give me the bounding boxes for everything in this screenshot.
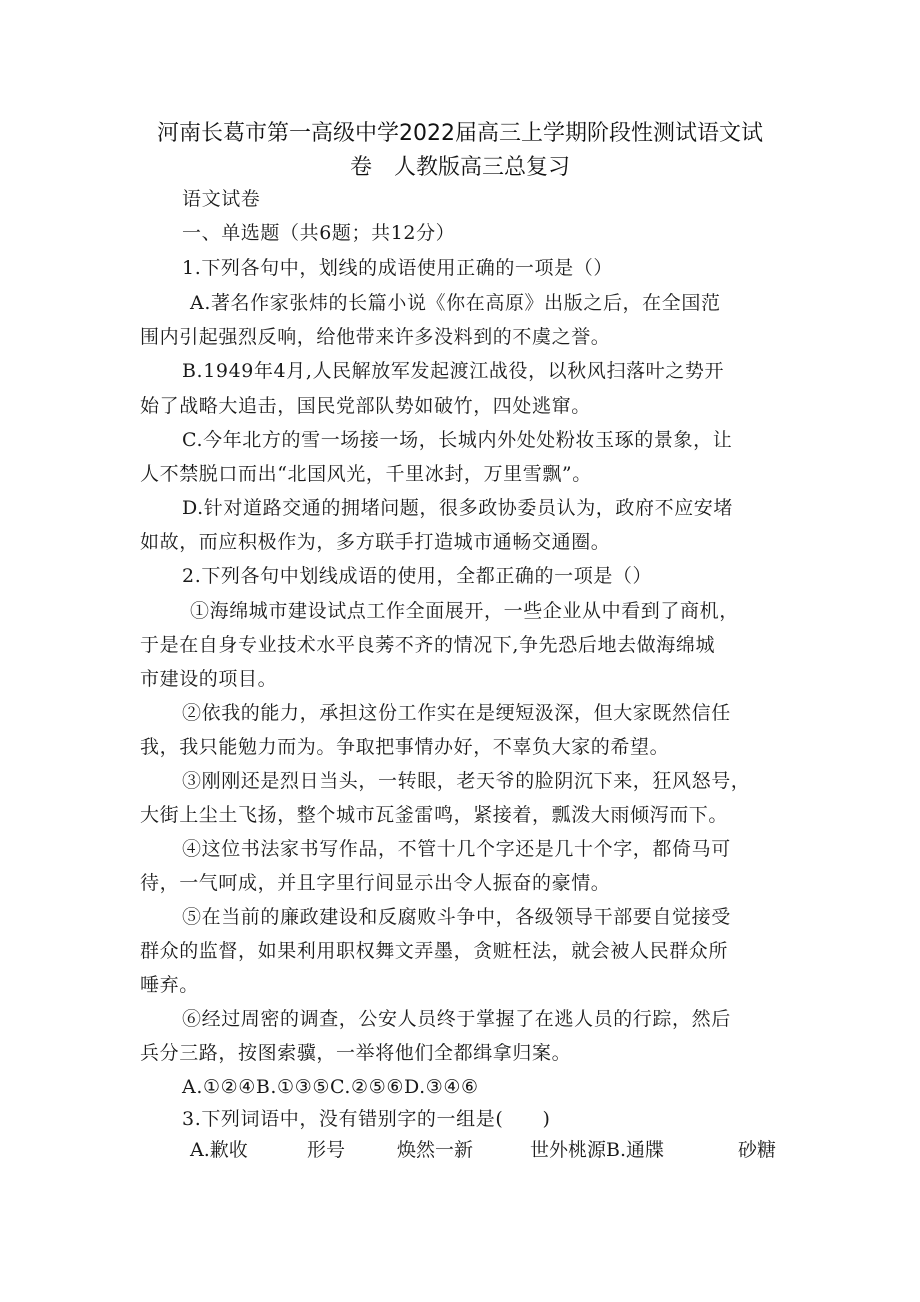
- q2-sentence-1-line-1: ①海绵城市建设试点工作全面展开，一些企业从中看到了商机，: [190, 600, 739, 622]
- q3-word-2: 形号: [307, 1139, 346, 1161]
- q2-answer-options: A.①②④B.①③⑤C.②⑤⑥D.③④⑥: [182, 1076, 479, 1098]
- q2-sentence-4-line-2: 待，一气呵成，并且字里行间显示出令人振奋的豪情。: [140, 872, 611, 894]
- q2-sentence-2-line-2: 我，我只能勉力而为。争取把事情办好，不辜负大家的希望。: [140, 736, 670, 758]
- q3-word-1: A.歉收: [190, 1139, 248, 1161]
- q2-sentence-3-line-2: 大街上尘土飞扬，整个城市瓦釜雷鸣，紧接着，瓢泼大雨倾泻而下。: [140, 804, 729, 826]
- q1-option-a-line-2: 围内引起强烈反响，给他带来许多没料到的不虞之誉。: [140, 326, 611, 348]
- q2-sentence-1-line-3: 市建设的项目。: [140, 668, 278, 690]
- document-title-line-1: 河南长葛市第一高级中学2022届高三上学期阶段性测试语文试: [157, 121, 763, 146]
- q1-option-d-line-1: D.针对道路交通的拥堵问题，很多政协委员认为，政府不应安堵: [182, 497, 733, 519]
- q1-option-a-line-1: A.著名作家张炜的长篇小说《你在高原》出版之后，在全国范: [190, 292, 721, 314]
- document-title-line-2: 卷 人教版高三总复习: [349, 155, 570, 180]
- q1-option-d-line-2: 如故，而应积极作为，多方联手打造城市通畅交通圈。: [140, 531, 611, 553]
- q3-word-4: 世外桃源B.通牒: [530, 1139, 665, 1161]
- q2-sentence-5-line-1: ⑤在当前的廉政建设和反腐败斗争中，各级领导干部要自觉接受: [182, 906, 731, 928]
- q2-sentence-2-line-1: ②依我的能力，承担这份工作实在是绠短汲深，但大家既然信任: [182, 702, 731, 724]
- q2-sentence-6-line-1: ⑥经过周密的调查，公安人员终于掌握了在逃人员的行踪，然后: [182, 1008, 731, 1030]
- section-heading: 一、单选题（共6题；共12分）: [182, 222, 456, 244]
- question-3-stem: 3.下列词语中，没有错别字的一组是( ): [182, 1108, 551, 1130]
- q2-sentence-1-line-2: 于是在自身专业技术水平良莠不齐的情况下,争先恐后地去做海绵城: [140, 634, 716, 656]
- q3-word-5: 砂糖: [738, 1139, 777, 1161]
- question-2-stem: 2.下列各句中划线成语的使用，全都正确的一项是（）: [182, 565, 653, 587]
- q2-sentence-6-line-2: 兵分三路，按图索骥，一举将他们全都缉拿归案。: [140, 1042, 572, 1064]
- exam-label: 语文试卷: [182, 188, 261, 210]
- q2-sentence-3-line-1: ③刚刚还是烈日当头，一转眼，老天爷的脸阴沉下来，狂风怒号，: [182, 770, 751, 792]
- q1-option-b-line-1: B.1949年4月,人民解放军发起渡江战役，以秋风扫落叶之势开: [182, 360, 725, 382]
- q1-option-b-line-2: 始了战略大追击，国民党部队势如破竹，四处逃窜。: [140, 395, 591, 417]
- q1-option-c-line-1: C.今年北方的雪一场接一场，长城内外处处粉妆玉琢的景象，让: [182, 429, 733, 451]
- q2-sentence-5-line-2: 群众的监督，如果利用职权舞文弄墨，贪赃枉法，就会被人民群众所: [140, 940, 729, 962]
- q2-sentence-4-line-1: ④这位书法家书写作品，不管十几个字还是几十个字，都倚马可: [182, 838, 731, 860]
- q2-sentence-5-line-3: 唾弃。: [140, 974, 199, 996]
- q1-option-c-line-2: 人不禁脱口而出“北国风光，千里冰封，万里雪飘”。: [140, 463, 592, 485]
- q3-options-row: [190, 1137, 785, 1163]
- q3-word-3: 焕然一新: [397, 1139, 474, 1161]
- question-1-stem: 1.下列各句中，划线的成语使用正确的一项是（）: [182, 257, 613, 279]
